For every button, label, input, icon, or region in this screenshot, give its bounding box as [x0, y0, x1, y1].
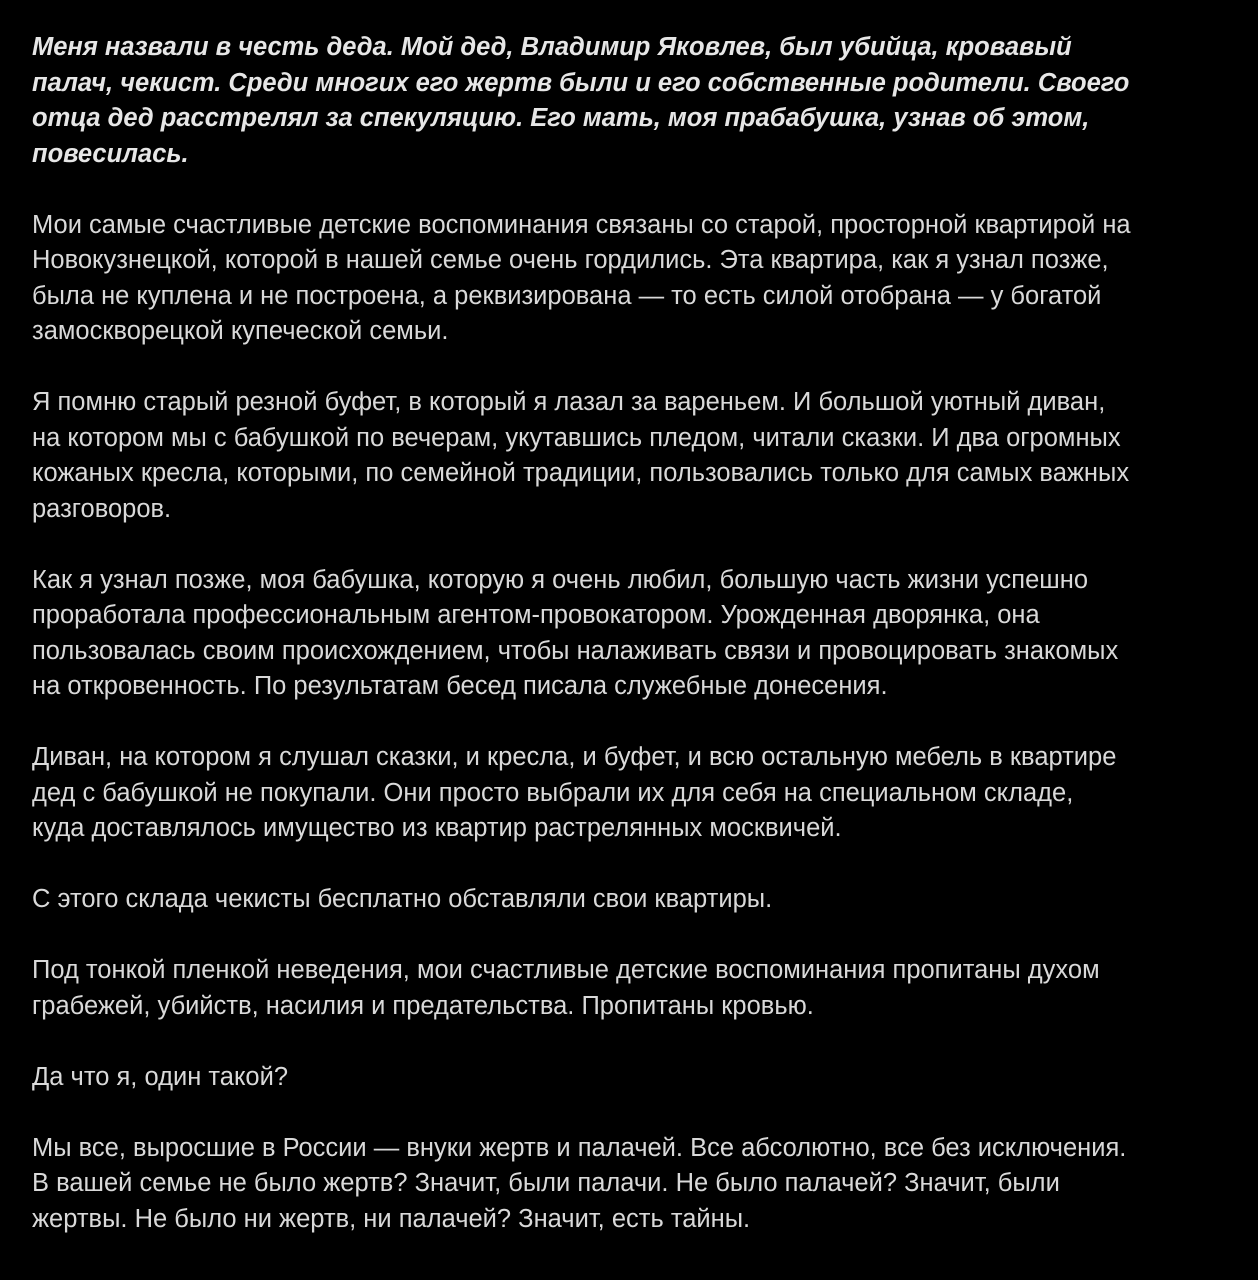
text-line: Меня назвали в честь деда. Мой дед, Владимир Яковлев, был убийца, кровавый: [32, 33, 1072, 61]
text-line: С этого склада чекисты бесплатно обставляли свои квартиры.: [32, 885, 773, 913]
text-line: на котором мы с бабушкой по вечерам, укутавшись пледом, читали сказки. И два огромных: [32, 423, 1121, 452]
text-line: на откровенность. По результатам бесед писала служебные донесения.: [32, 672, 888, 700]
text-line: Я помню старый резной буфет, в который я лазал за вареньем. И большой уютный диван,: [32, 388, 1106, 416]
text-line: грабежей, убийств, насилия и предательства. Пропитаны кровью.: [32, 991, 814, 1020]
text-line: замоскворецкой купеческой семьи.: [32, 317, 449, 345]
text-line: Как я узнал позже, моя бабушка, которую я очень любил, большую часть жизни успешно: [32, 565, 1089, 594]
text-line: Новокузнецкой, которой в нашей семье очень гордились. Эта квартира, как я узнал позже,: [32, 246, 1109, 274]
text-line: Мы все, выросшие в России — внуки жертв и палачей. Все абсолютно, все без исключения.: [32, 1133, 1127, 1162]
text-line: Да что я, один такой?: [32, 1062, 288, 1091]
paragraph-apartment: [32, 208, 1226, 350]
text-line: Под тонкой пленкой неведения, мои счастливые детские воспоминания пропитаны духом: [32, 956, 1100, 984]
paragraph-furniture: [32, 385, 1226, 527]
text-line: жертвы. Не было ни жертв, ни палачей? Значит, есть тайны.: [32, 1204, 751, 1233]
text-line: дед с бабушкой не покупали. Они просто выбрали их для себя на специальном складе,: [32, 778, 1074, 807]
text-line: пользовалась своим происхождением, чтобы налаживать связи и провоцировать знакомых: [32, 636, 1119, 665]
paragraph-conclusion: [32, 1131, 1226, 1238]
text-line: проработала профессиональным агентом-провокатором. Урожденная дворянка, она: [32, 601, 1040, 629]
paragraph-grandmother: [32, 563, 1226, 705]
text-line: В вашей семье не было жертв? Значит, были палачи. Не было палачей? Значит, были: [32, 1169, 1060, 1197]
text-line: разговоров.: [32, 494, 172, 523]
paragraph-warehouse: [32, 740, 1226, 847]
text-line: Диван, на котором я слушал сказки, и кресла, и буфет, и всю остальную мебель в квартире: [32, 743, 1117, 771]
paragraph-memories: [32, 953, 1226, 1024]
text-line: отца дед расстрелял за спекуляцию. Его мать, моя прабабушка, узнав об этом,: [32, 104, 1090, 132]
text-line: куда доставлялось имущество из квартир растрелянных москвичей.: [32, 814, 842, 842]
paragraph-question: [32, 1060, 1226, 1096]
text-line: была не куплена и не построена, а реквизирована — то есть силой отобрана — у богатой: [32, 281, 1102, 310]
text-line: Мои самые счастливые детские воспоминания связаны со старой, просторной квартирой на: [32, 210, 1131, 239]
lead-paragraph: [32, 30, 1226, 172]
paragraph-chekists: [32, 882, 1226, 918]
text-line: палач, чекист. Среди многих его жертв были и его собственные родители. Своего: [32, 68, 1130, 97]
text-line: кожаных кресла, которыми, по семейной традиции, пользовались только для самых важных: [32, 459, 1130, 487]
text-line: повесилась.: [32, 139, 189, 168]
